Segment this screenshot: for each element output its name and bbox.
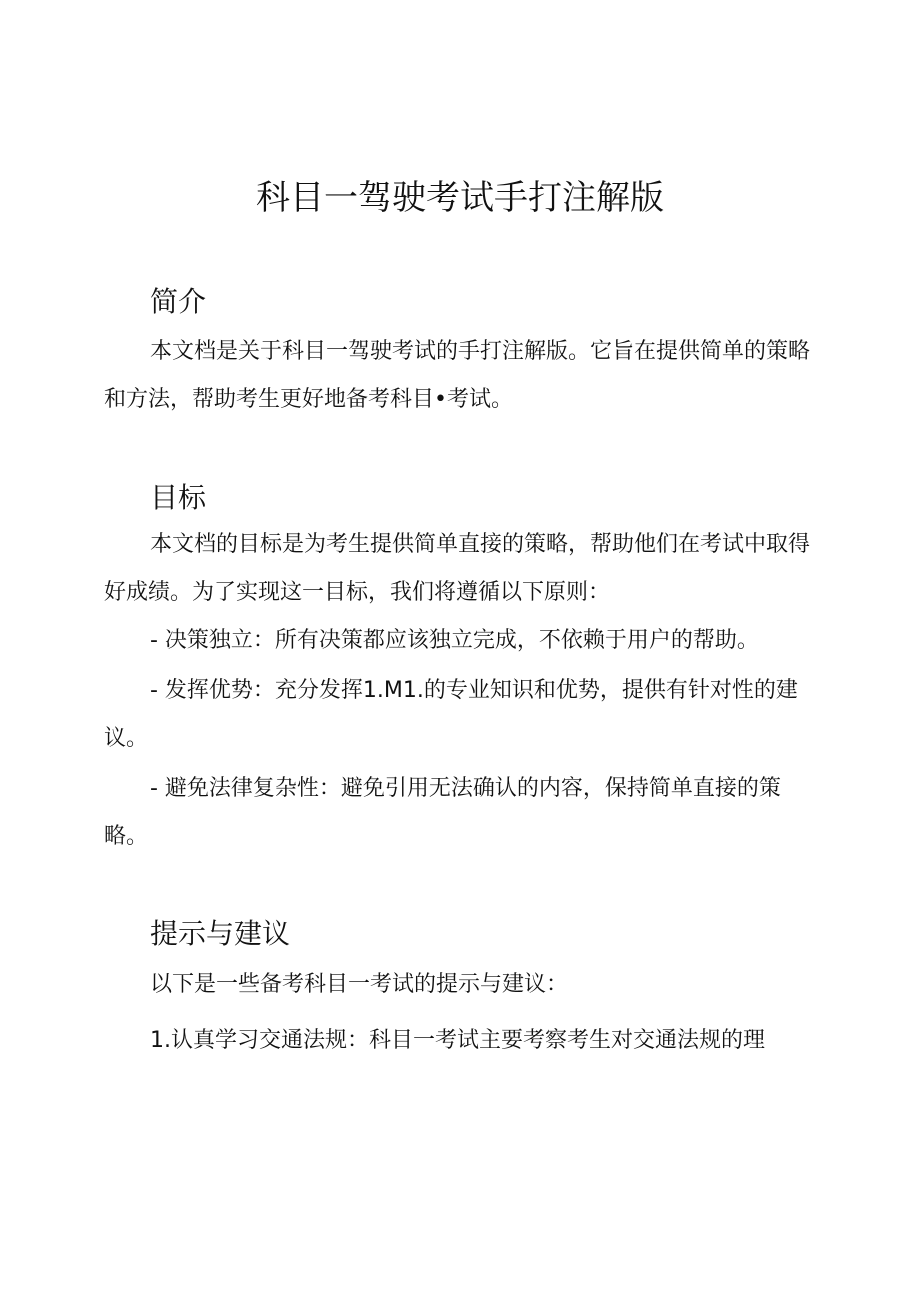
tips-intro-paragraph: 以下是一些备考科目一考试的提示与建议： xyxy=(150,972,569,997)
section-heading-intro: 简介 xyxy=(150,285,207,318)
intro-paragraph: 本文档是关于科目一驾驶考试的手打注解版。它旨在提供简单的策略和方法，帮助考生更好地备考科目•考试。 xyxy=(104,339,811,412)
section-heading-tips: 提示与建议 xyxy=(150,917,291,950)
principle-leverage-strengths: - 发挥优势：充分发挥1.M1.的专业知识和优势，提供有针对性的建议。 xyxy=(104,678,798,751)
section-heading-goals: 目标 xyxy=(150,481,207,514)
tip-item-1: 1.认真学习交通法规：科目一考试主要考察考生对交通法规的理 xyxy=(150,1028,765,1053)
goals-paragraph: 本文档的目标是为考生提供简单直接的策略，帮助他们在考试中取得好成绩。为了实现这一目标，我们将遵循以下原则： xyxy=(104,532,811,605)
document-title: 科目一驾驶考试手打注解版 xyxy=(256,178,664,218)
principle-independent-decision: - 决策独立：所有决策都应该独立完成，不依赖于用户的帮助。 xyxy=(150,628,759,653)
principle-avoid-legal-complexity: - 避免法律复杂性：避免引用无法确认的内容，保持简单直接的策略。 xyxy=(104,776,781,849)
